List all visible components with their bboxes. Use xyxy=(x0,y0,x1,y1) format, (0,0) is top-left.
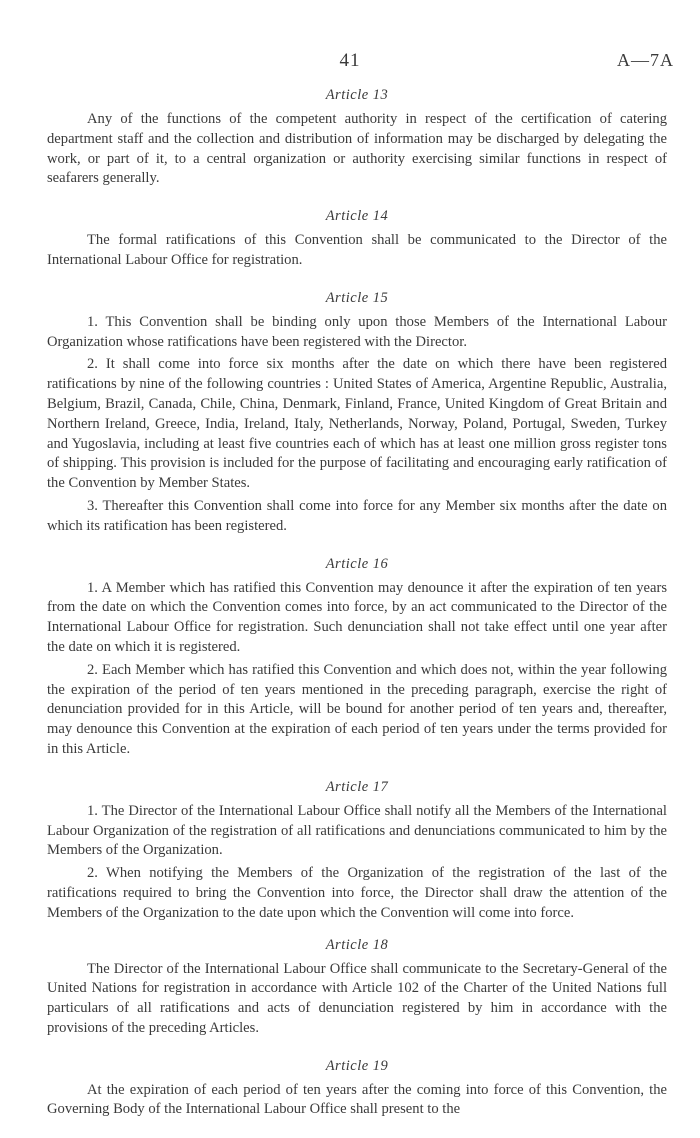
article-heading: Article 17 xyxy=(325,778,389,795)
article-15 xyxy=(47,289,667,537)
article-paragraph: At the expiration of each period of ten years after the coming into force of this Convention, the Governing Body of the International Labour Office shall present to the xyxy=(47,1081,667,1118)
article-heading: Article 13 xyxy=(325,87,389,103)
article-paragraph: Any of the functions of the competent authority in respect of the certification of catering department staff and the collection and distribution of information may be discharged by delegating the work, or part of it, to a central organization or authority exercising similar functions in respect of seafarers generally. xyxy=(47,111,667,187)
article-19 xyxy=(47,1057,667,1121)
article-heading: Article 19 xyxy=(325,1057,389,1074)
article-paragraph: The formal ratifications of this Convention shall be communicated to the Director of the International Labour Office for registration. xyxy=(47,232,667,268)
article-18 xyxy=(47,936,667,1039)
article-13 xyxy=(47,86,667,189)
article-heading: Article 18 xyxy=(325,936,389,953)
article-heading: Article 15 xyxy=(325,289,389,306)
article-heading: Article 16 xyxy=(325,555,389,572)
article-paragraph: 1. This Convention shall be binding only upon those Members of the International Labour Organization whose ratifications have been registered with the Director. xyxy=(47,313,667,350)
article-14 xyxy=(47,207,667,271)
page-number: 41 xyxy=(339,50,361,71)
article-16 xyxy=(47,555,667,760)
article-paragraph: 3. Thereafter this Convention shall come into force for any Member six months after the date on which its ratification has been registered. xyxy=(47,497,667,534)
article-paragraph: 2. Each Member which has ratified this Convention and which does not, within the year following the expiration of the period of ten years mentioned in the preceding paragraph, exercise the right of denunciation provided for in this Article, will be bound for another period of ten years and, thereafter, may denounce this Convention at the expiration of each period of ten years under the terms provided for in this Article. xyxy=(47,661,667,757)
article-paragraph: 2. It shall come into force six months after the date on which there have been registered ratifications by nine of the following countries : United States of America, Argentine Republic, Australia, Belgium, Brazil, Canada, Chile, China, Denmark, Finland, France, United Kingdom of Great Britain and Northern Ireland, Greece, India, Ireland, Italy, Netherlands, Norway, Poland, Portugal, Sweden, Turkey and Yugoslavia, including at least five countries each of which has at least one million gross register tons of shipping. This provision is included for the purpose of facilitating and encouraging early ratification of the Convention by Member States. xyxy=(47,356,667,492)
document-body xyxy=(47,86,667,1138)
article-paragraph: 2. When notifying the Members of the Organization of the registration of the last of the ratifications required to bring the Convention into force, the Director shall draw the attention of the Members of the Organization to the date upon which the Convention will come into force. xyxy=(47,865,667,921)
page-code: A—7A xyxy=(617,50,674,70)
article-17 xyxy=(47,778,667,924)
article-paragraph: The Director of the International Labour Office shall communicate to the Secretary-General of the United Nations for registration in accordance with Article 102 of the Charter of the United Nations full particulars of all ratifications and acts of denunciation registered by him in accordance with the provisions of the preceding Articles. xyxy=(47,960,667,1036)
article-paragraph: 1. The Director of the International Labour Office shall notify all the Members of the International Labour Organization of the registration of all ratifications and denunciations communicated to him by the Members of the Organization. xyxy=(47,802,667,859)
article-paragraph: 1. A Member which has ratified this Convention may denounce it after the expiration of ten years from the date on which the Convention comes into force, by an act communicated to the Director of the International Labour Office for registration. Such denunciation shall not take effect until one year after the date on which it is registered. xyxy=(47,579,667,655)
article-heading: Article 14 xyxy=(325,208,389,225)
